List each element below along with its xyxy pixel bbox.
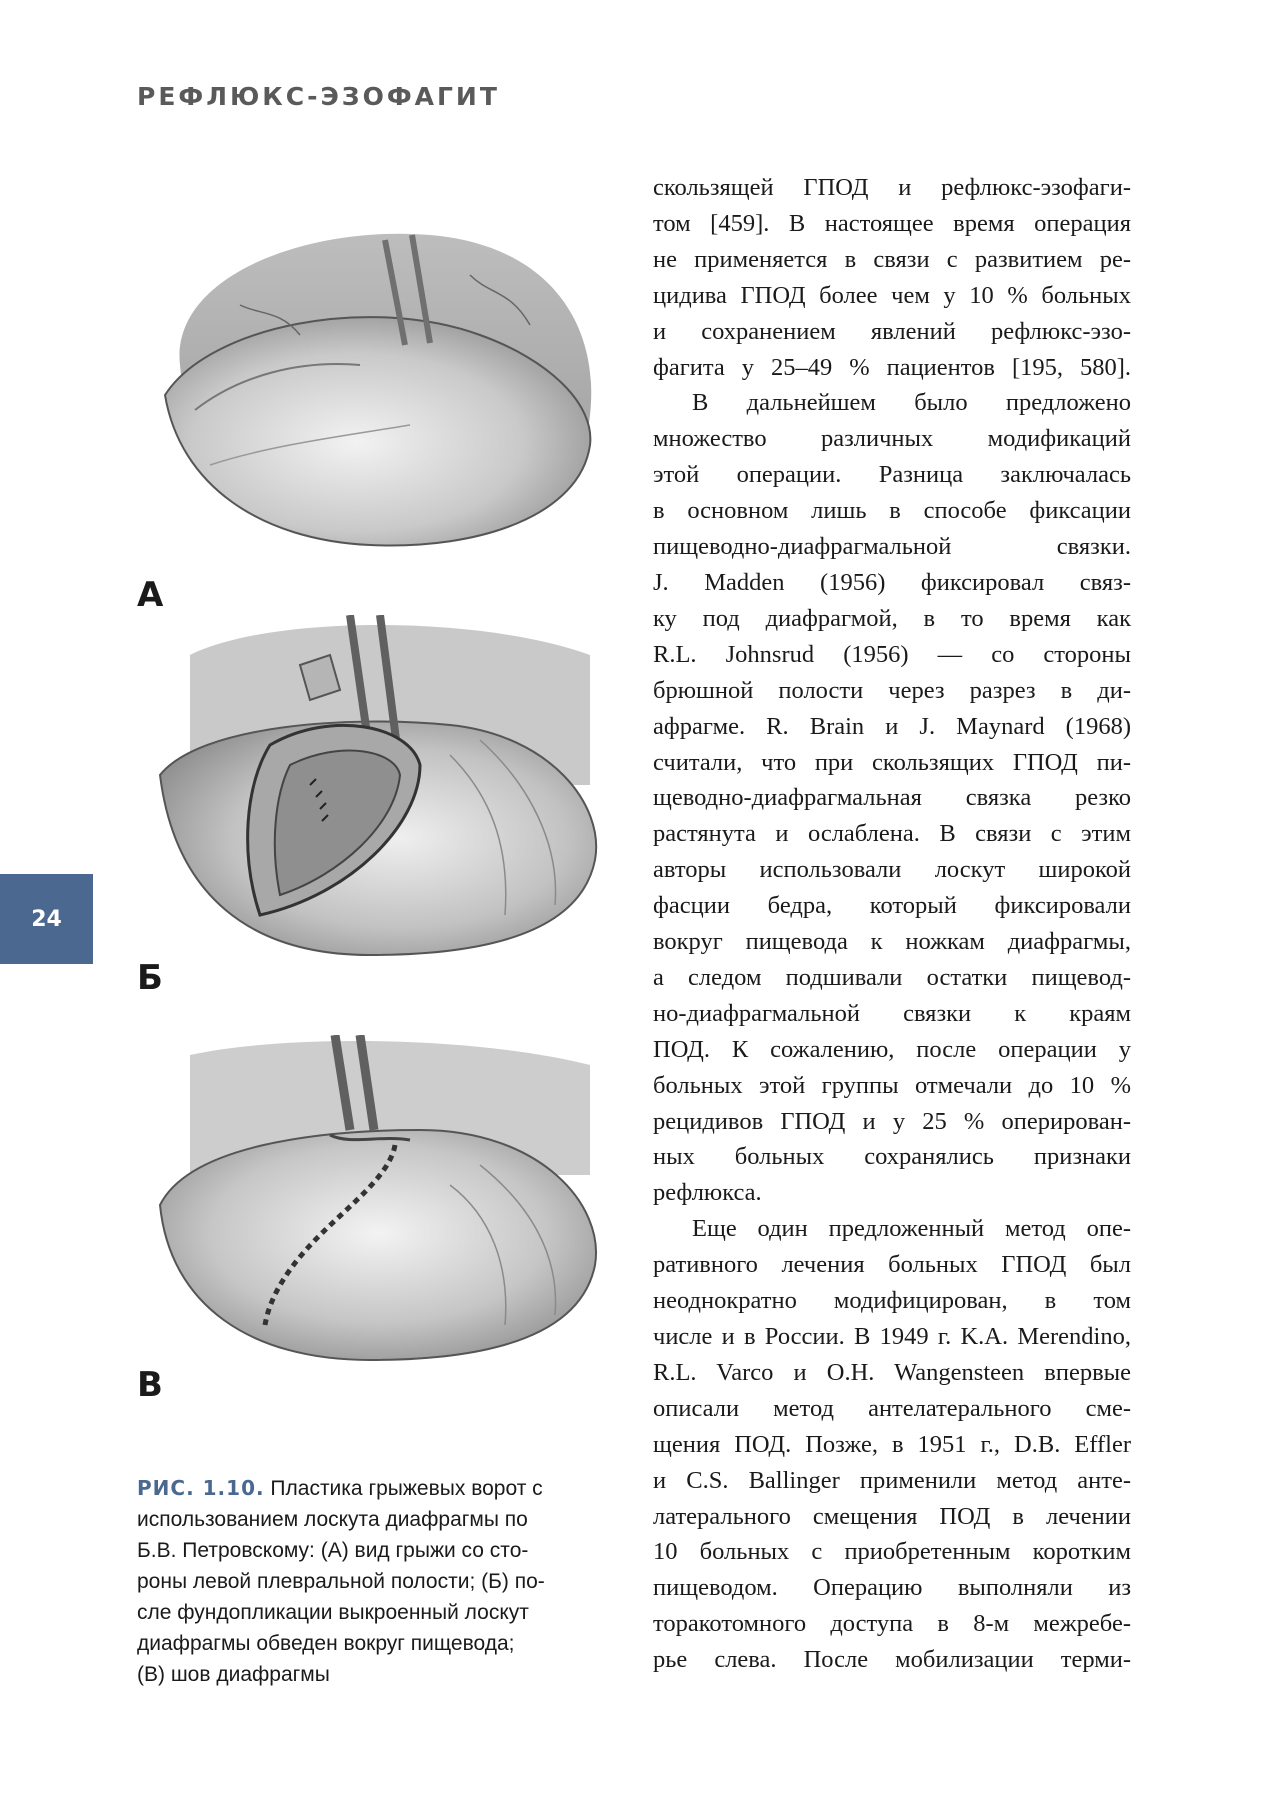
- body-line: растянута и ослаблена. В связи с этим: [653, 820, 1131, 848]
- body-line: афрагме. R. Brain и J. Maynard (1968): [653, 712, 1131, 740]
- figure-panel-b-illustration: [150, 615, 610, 960]
- body-line: R.L. Varco и O.H. Wangensteen впервые: [653, 1358, 1131, 1386]
- body-line: авторы использовали лоскут широкой: [653, 856, 1131, 884]
- body-line: фасции бедра, который фиксировали: [653, 892, 1131, 920]
- caption-text: Пластика грыжевых ворот с: [264, 1477, 543, 1500]
- page-number-tab: [0, 874, 93, 964]
- body-text-column: [653, 170, 1131, 1678]
- body-line: ративного лечения больных ГПОД был: [653, 1251, 1131, 1279]
- figure-caption: [137, 1473, 597, 1690]
- body-line: скользящей ГПОД и рефлюкс-эзофаги-: [653, 174, 1131, 201]
- body-line: Еще один предложенный метод опе-: [692, 1215, 1131, 1243]
- body-line: считали, что при скользящих ГПОД пи-: [653, 748, 1131, 776]
- panel-letter-c: В: [137, 1365, 163, 1405]
- body-line: 10 больных с приобретенным коротким: [653, 1538, 1131, 1566]
- body-line: J. Madden (1956) фиксировал связ-: [653, 568, 1131, 596]
- body-line: В дальнейшем было предложено: [692, 389, 1131, 417]
- body-line: вокруг пищевода к ножкам диафрагмы,: [653, 928, 1131, 956]
- caption-line: роны левой плевральной полости; (Б) по-: [137, 1570, 545, 1593]
- body-line: в основном лишь в способе фиксации: [653, 497, 1131, 525]
- body-line: ПОД. К сожалению, после операции у: [653, 1035, 1131, 1063]
- body-line: множество различных модификаций: [653, 425, 1131, 453]
- body-line: неоднократно модифицирован, в том: [653, 1287, 1131, 1315]
- body-line: брюшной полости через разрез в ди-: [653, 676, 1131, 704]
- caption-line: использованием лоскута диафрагмы по: [137, 1508, 528, 1531]
- body-line: R.L. Johnsrud (1956) — со стороны: [653, 640, 1131, 668]
- body-line: щения ПОД. Позже, в 1951 г., D.B. Effler: [653, 1430, 1131, 1458]
- body-line: больных этой группы отмечали до 10 %: [653, 1071, 1131, 1099]
- body-line: этой операции. Разница заключалась: [653, 461, 1131, 489]
- body-line: фагита у 25–49 % пациентов [195, 580].: [653, 353, 1131, 381]
- page-number: 24: [31, 906, 62, 932]
- body-line: ных больных сохранялись признаки: [653, 1143, 1131, 1171]
- panel-letter-a: А: [137, 575, 164, 615]
- body-line: торакотомного доступа в 8-м межребе-: [653, 1610, 1131, 1638]
- caption-line: сле фундопликации выкроенный лоскут: [137, 1601, 529, 1624]
- body-line: и сохранением явлений рефлюкс-эзо-: [653, 317, 1131, 345]
- body-line: а следом подшивали остатки пищевод-: [653, 963, 1131, 991]
- body-line: рефлюкса.: [653, 1179, 762, 1207]
- body-line: пищеводно-диафрагмальной связки.: [653, 533, 1131, 561]
- body-line: и C.S. Ballinger применили метод анте-: [653, 1466, 1131, 1494]
- body-line: том [459]. В настоящее время операция: [653, 209, 1131, 237]
- body-line: рье слева. После мобилизации терми-: [653, 1646, 1131, 1674]
- body-line: не применяется в связи с развитием ре-: [653, 245, 1131, 273]
- caption-line: (В) шов диафрагмы: [137, 1663, 330, 1686]
- body-line: но-диафрагмальной связки к краям: [653, 999, 1131, 1027]
- body-line: латерального смещения ПОД в лечении: [653, 1502, 1131, 1530]
- panel-letter-b: Б: [137, 958, 163, 998]
- caption-line: [137, 1473, 597, 1504]
- running-title: РЕФЛЮКС-ЭЗОФАГИТ: [137, 82, 500, 111]
- figure-label: РИС. 1.10.: [137, 1476, 265, 1500]
- caption-line: диафрагмы обведен вокруг пищевода;: [137, 1632, 515, 1655]
- body-line: описали метод антелатерального сме-: [653, 1394, 1131, 1422]
- body-line: цидива ГПОД более чем у 10 % больных: [653, 281, 1131, 309]
- body-line: рецидивов ГПОД и у 25 % оперирован-: [653, 1107, 1131, 1135]
- body-line: пищеводом. Операцию выполняли из: [653, 1574, 1131, 1602]
- body-line: ку под диафрагмой, в то время как: [653, 604, 1131, 632]
- figure-panel-a-illustration: [150, 215, 610, 565]
- body-line: щеводно-диафрагмальная связка резко: [653, 784, 1131, 812]
- figure-panel-c-illustration: [150, 1035, 610, 1365]
- caption-line: Б.В. Петровскому: (А) вид грыжи со сто-: [137, 1539, 529, 1562]
- body-line: числе и в России. В 1949 г. K.A. Merendino,: [653, 1323, 1131, 1350]
